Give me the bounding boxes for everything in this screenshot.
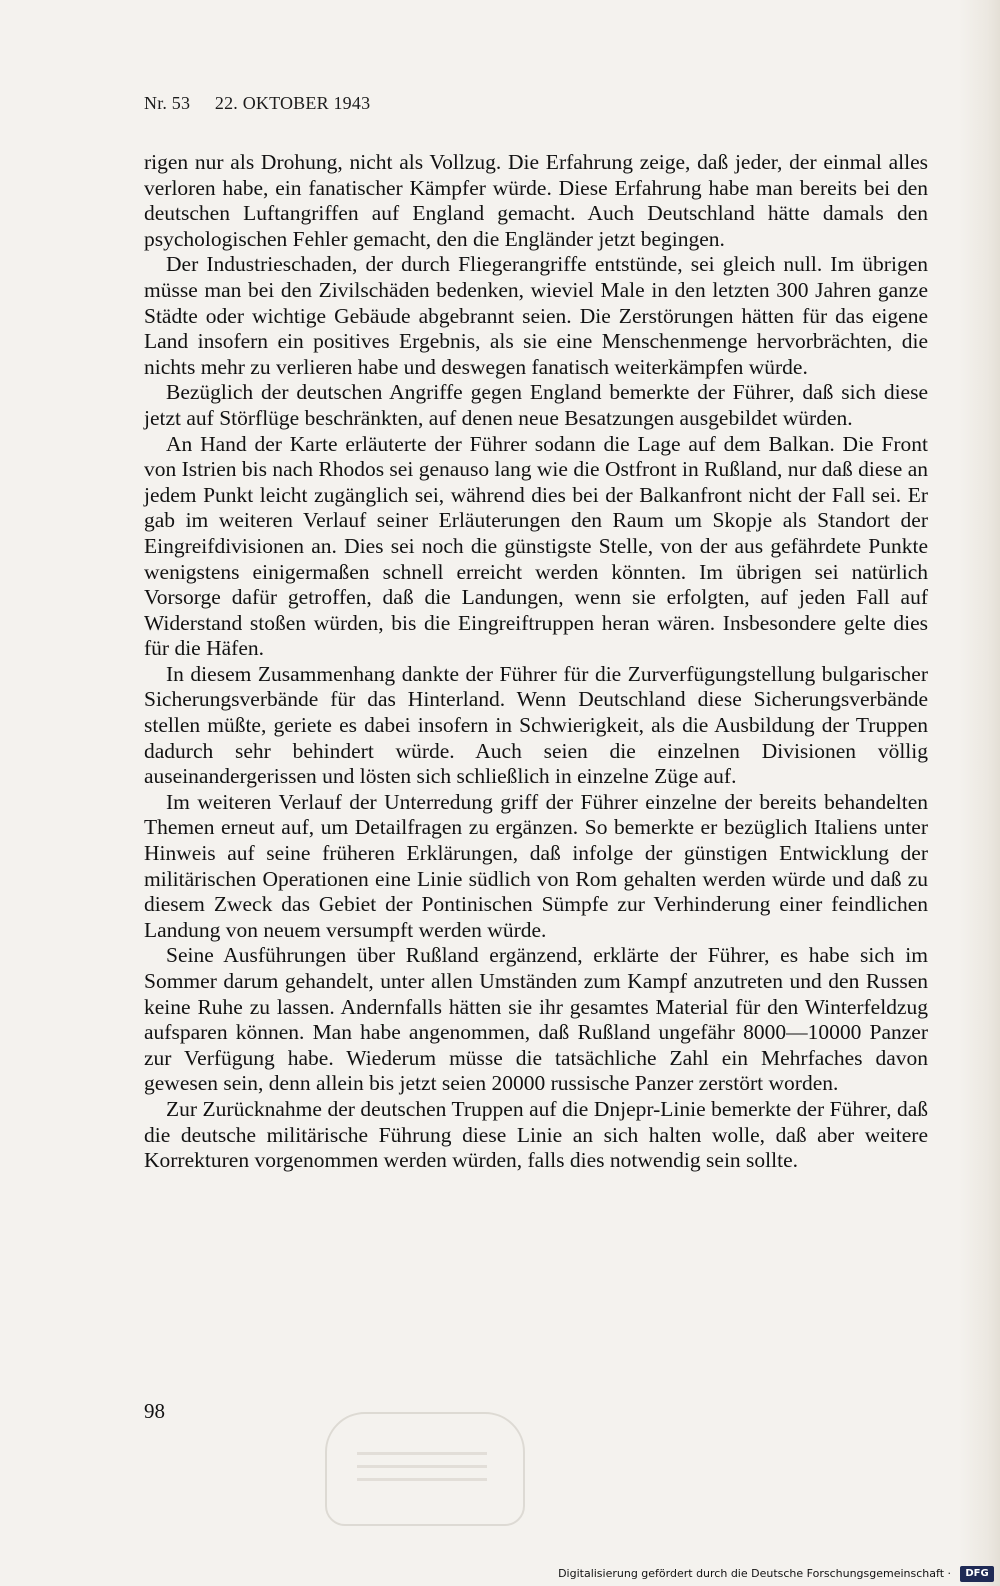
- body-text: [144, 150, 928, 1174]
- digitization-credit: Digitalisierung gefördert durch die Deutsche Forschungsgemeinschaft ·: [558, 1567, 951, 1580]
- dfg-logo: DFG: [960, 1566, 994, 1582]
- running-head: [144, 93, 370, 114]
- paragraph-1: rigen nur als Drohung, nicht als Vollzug. Die Erfahrung zeige, daß jeder, der einmal alles verloren habe, ein fanatischer Kämpfer würde. Diese Erfahrung habe man bereits bei den deutschen Luftangriffen auf England gemacht. Auch Deutschland hätte damals den psychologischen Fehler gemacht, den die Engländer jetzt begingen.: [144, 150, 928, 251]
- library-stamp-bleedthrough: [325, 1412, 525, 1526]
- issue-number: Nr. 53: [144, 93, 191, 113]
- stamp-line: [357, 1452, 487, 1455]
- paragraph-2: Der Industrieschaden, der durch Fliegerangriffe entstünde, sei gleich null. Im übrigen müsse man bei den Zivilschäden bedenken, wieviel Male in den letzten 300 Jahren ganze Städte oder wichtige Gebäude abgebrannt seien. Die Zerstörungen hätten für das eigene Land insofern ein positives Ergebnis, als sie eine Menschenmenge hervorbrächten, die nichts mehr zu verlieren habe und deswegen fanatisch weiterkämpfen würde.: [144, 252, 928, 379]
- paragraph-3: Bezüglich der deutschen Angriffe gegen England bemerkte der Führer, daß sich diese jetzt auf Störflüge beschränkten, auf denen neue Besatzungen ausgebildet würden.: [144, 380, 928, 430]
- page-edge-shadow: [958, 0, 1000, 1586]
- paragraph-5: In diesem Zusammenhang dankte der Führer für die Zurverfügungstellung bulgarischer Sicherungsverbände für das Hinterland. Wenn Deutschland diese Sicherungsverbände stellen müßte, geriete es dabei insofern in Schwierigkeit, als die Ausbildung der Truppen dadurch sehr behindert würde. Auch seien die einzelnen Divisionen völlig auseinandergerissen und lösten sich schließlich in einzelne Züge auf.: [144, 661, 928, 789]
- stamp-line: [357, 1465, 487, 1468]
- paragraph-4: An Hand der Karte erläuterte der Führer sodann die Lage auf dem Balkan. Die Front von Istrien bis nach Rhodos sei genauso lang wie die Ostfront in Rußland, nur daß diese an jedem Punkt leicht zugänglich sei, während dies bei der Balkanfront nicht der Fall sei. Er gab im weiteren Verlauf seiner Erläuterungen den Raum um Skopje als Standort der Eingreifdivisionen an. Dies sei noch die günstigste Stelle, von der aus gefährdete Punkte wenigstens einigermaßen schnell erreicht werden könnten. Im übrigen sei natürlich Vorsorge dafür getroffen, daß die Landungen, wenn sie erfolgten, auf jeden Fall auf Widerstand stoßen würden, bis die Eingreiftruppen heran wären. Insbesondere gelte dies für die Häfen.: [144, 431, 929, 661]
- paragraph-6: Im weiteren Verlauf der Unterredung griff der Führer einzelne der bereits behandelten Themen erneut auf, um Detailfragen zu ergänzen. So bemerkte er bezüglich Italiens unter Hinweis auf seine früheren Erklärungen, daß infolge der günstigen Entwicklung der militärischen Operationen eine Linie südlich von Rom gehalten werden würde und daß zu diesem Zweck das Gebiet der Pontinischen Sümpfe zur Verhinderung einer feindlichen Landung von neuem versumpft werden würde.: [144, 789, 928, 942]
- page-number: 98: [144, 1399, 165, 1423]
- paragraph-7: Seine Ausführungen über Rußland ergänzend, erklärte der Führer, es habe sich im Sommer darum gehandelt, unter allen Umständen zum Kampf anzutreten und den Russen keine Ruhe zu lassen. Andernfalls hätten sie ihr gesamtes Material für den Winterfeldzug aufsparen können. Man habe angenommen, daß Rußland ungefähr 8000—10000 Panzer zur Verfügung habe. Wiederum müsse die tatsächliche Zahl ein Mehrfaches davon gewesen sein, denn allein bis jetzt seien 20000 russische Panzer zerstört worden.: [144, 943, 928, 1096]
- paragraph-8: Zur Zurücknahme der deutschen Truppen auf die Dnjepr-Linie bemerkte der Führer, daß die deutsche militärische Führung diese Linie an sich halten wolle, daß aber weitere Korrekturen vorgenommen werden würden, falls dies notwendig sein sollte.: [144, 1096, 928, 1173]
- stamp-lines: [357, 1452, 487, 1491]
- issue-date: 22. OKTOBER 1943: [214, 93, 371, 113]
- stamp-line: [357, 1478, 487, 1481]
